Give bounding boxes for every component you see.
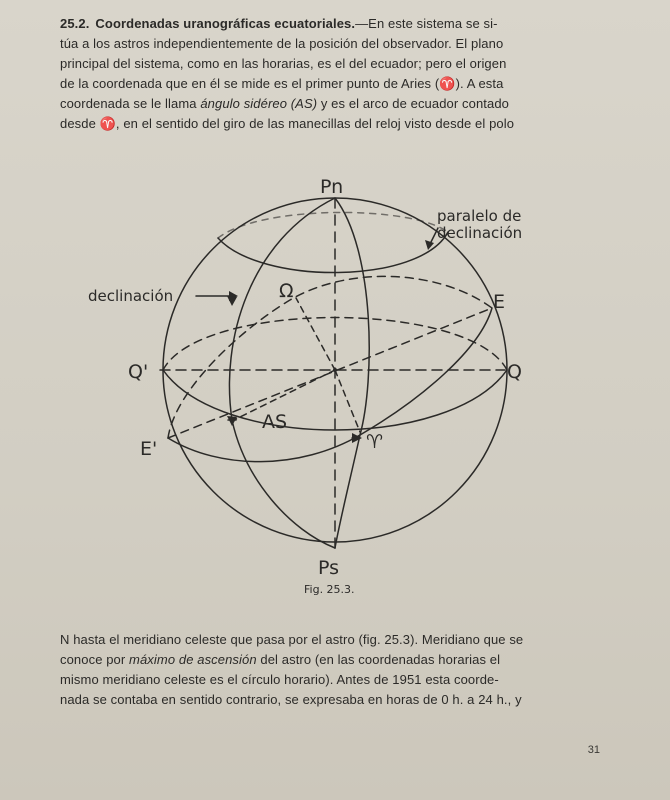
star-meridian <box>229 198 335 548</box>
page-number: 31 <box>587 744 600 756</box>
paragraph-line: mismo meridiano celeste es el círculo horario). Antes de 1951 esta coorde- <box>60 672 499 687</box>
center-to-omega <box>296 298 335 370</box>
paragraph-line: nada se contaba en sentido contrario, se expresaba en horas de 0 h. a 24 h., y <box>60 692 522 707</box>
paragraph-line: túa a los astros independientemente de la posición del observador. El plano <box>60 36 504 51</box>
label-e-prime: E' <box>140 438 158 460</box>
as-arrowhead <box>227 416 237 426</box>
figure-caption: Fig. 25.3. <box>304 583 355 596</box>
label-declination: declinación <box>88 287 174 305</box>
label-e: E <box>493 291 506 313</box>
paragraph-line: principal del sistema, como en las horarias, es el del ecuador; pero el origen <box>60 56 507 71</box>
equator-back <box>168 276 492 438</box>
aries-meridian <box>335 198 369 548</box>
continuation-paragraph <box>60 630 610 710</box>
text-fragment: conoce por <box>60 652 130 667</box>
emphasis-term: ángulo sidéreo (AS) <box>200 96 318 111</box>
paragraph-line: desde ♈, en el sentido del giro de las manecillas del reloj visto desde el polo <box>60 116 515 131</box>
sphere-center <box>333 368 337 372</box>
section-title: Coordenadas uranográficas ecuatoriales. <box>95 16 356 31</box>
paragraph-line: de la coordenada que en él se mide es el primer punto de Aries (♈). A esta <box>60 76 504 91</box>
paragraph-line <box>60 650 610 670</box>
section-intro: —En este sistema se si- <box>355 16 498 31</box>
label-ps: Ps <box>318 557 340 579</box>
text-fragment: y es el arco de ecuador contado <box>317 96 509 111</box>
decl-meridian-arrowhead <box>227 296 237 306</box>
label-omega: Ω <box>279 280 294 302</box>
center-to-aries <box>335 370 360 432</box>
label-parallel-line1: paralelo de <box>437 207 522 225</box>
text-fragment: del astro (en las coordenadas horarias el <box>256 652 501 667</box>
emphasis-term: máximo de ascensión <box>129 652 257 667</box>
paragraph-line: N hasta el meridiano celeste que pasa por el astro (fig. 25.3). Meridiano que se <box>60 632 524 647</box>
label-aries: ♈ <box>366 431 384 453</box>
text-fragment: coordenada se le llama <box>60 96 201 111</box>
declination-parallel <box>218 232 448 273</box>
label-as: AS <box>262 411 288 433</box>
label-q: Q <box>507 361 522 383</box>
section-number: 25.2. <box>60 16 90 31</box>
label-q-prime: Q' <box>128 361 149 383</box>
label-parallel-line2: declinación <box>437 224 523 242</box>
label-pn: Pn <box>320 176 344 198</box>
